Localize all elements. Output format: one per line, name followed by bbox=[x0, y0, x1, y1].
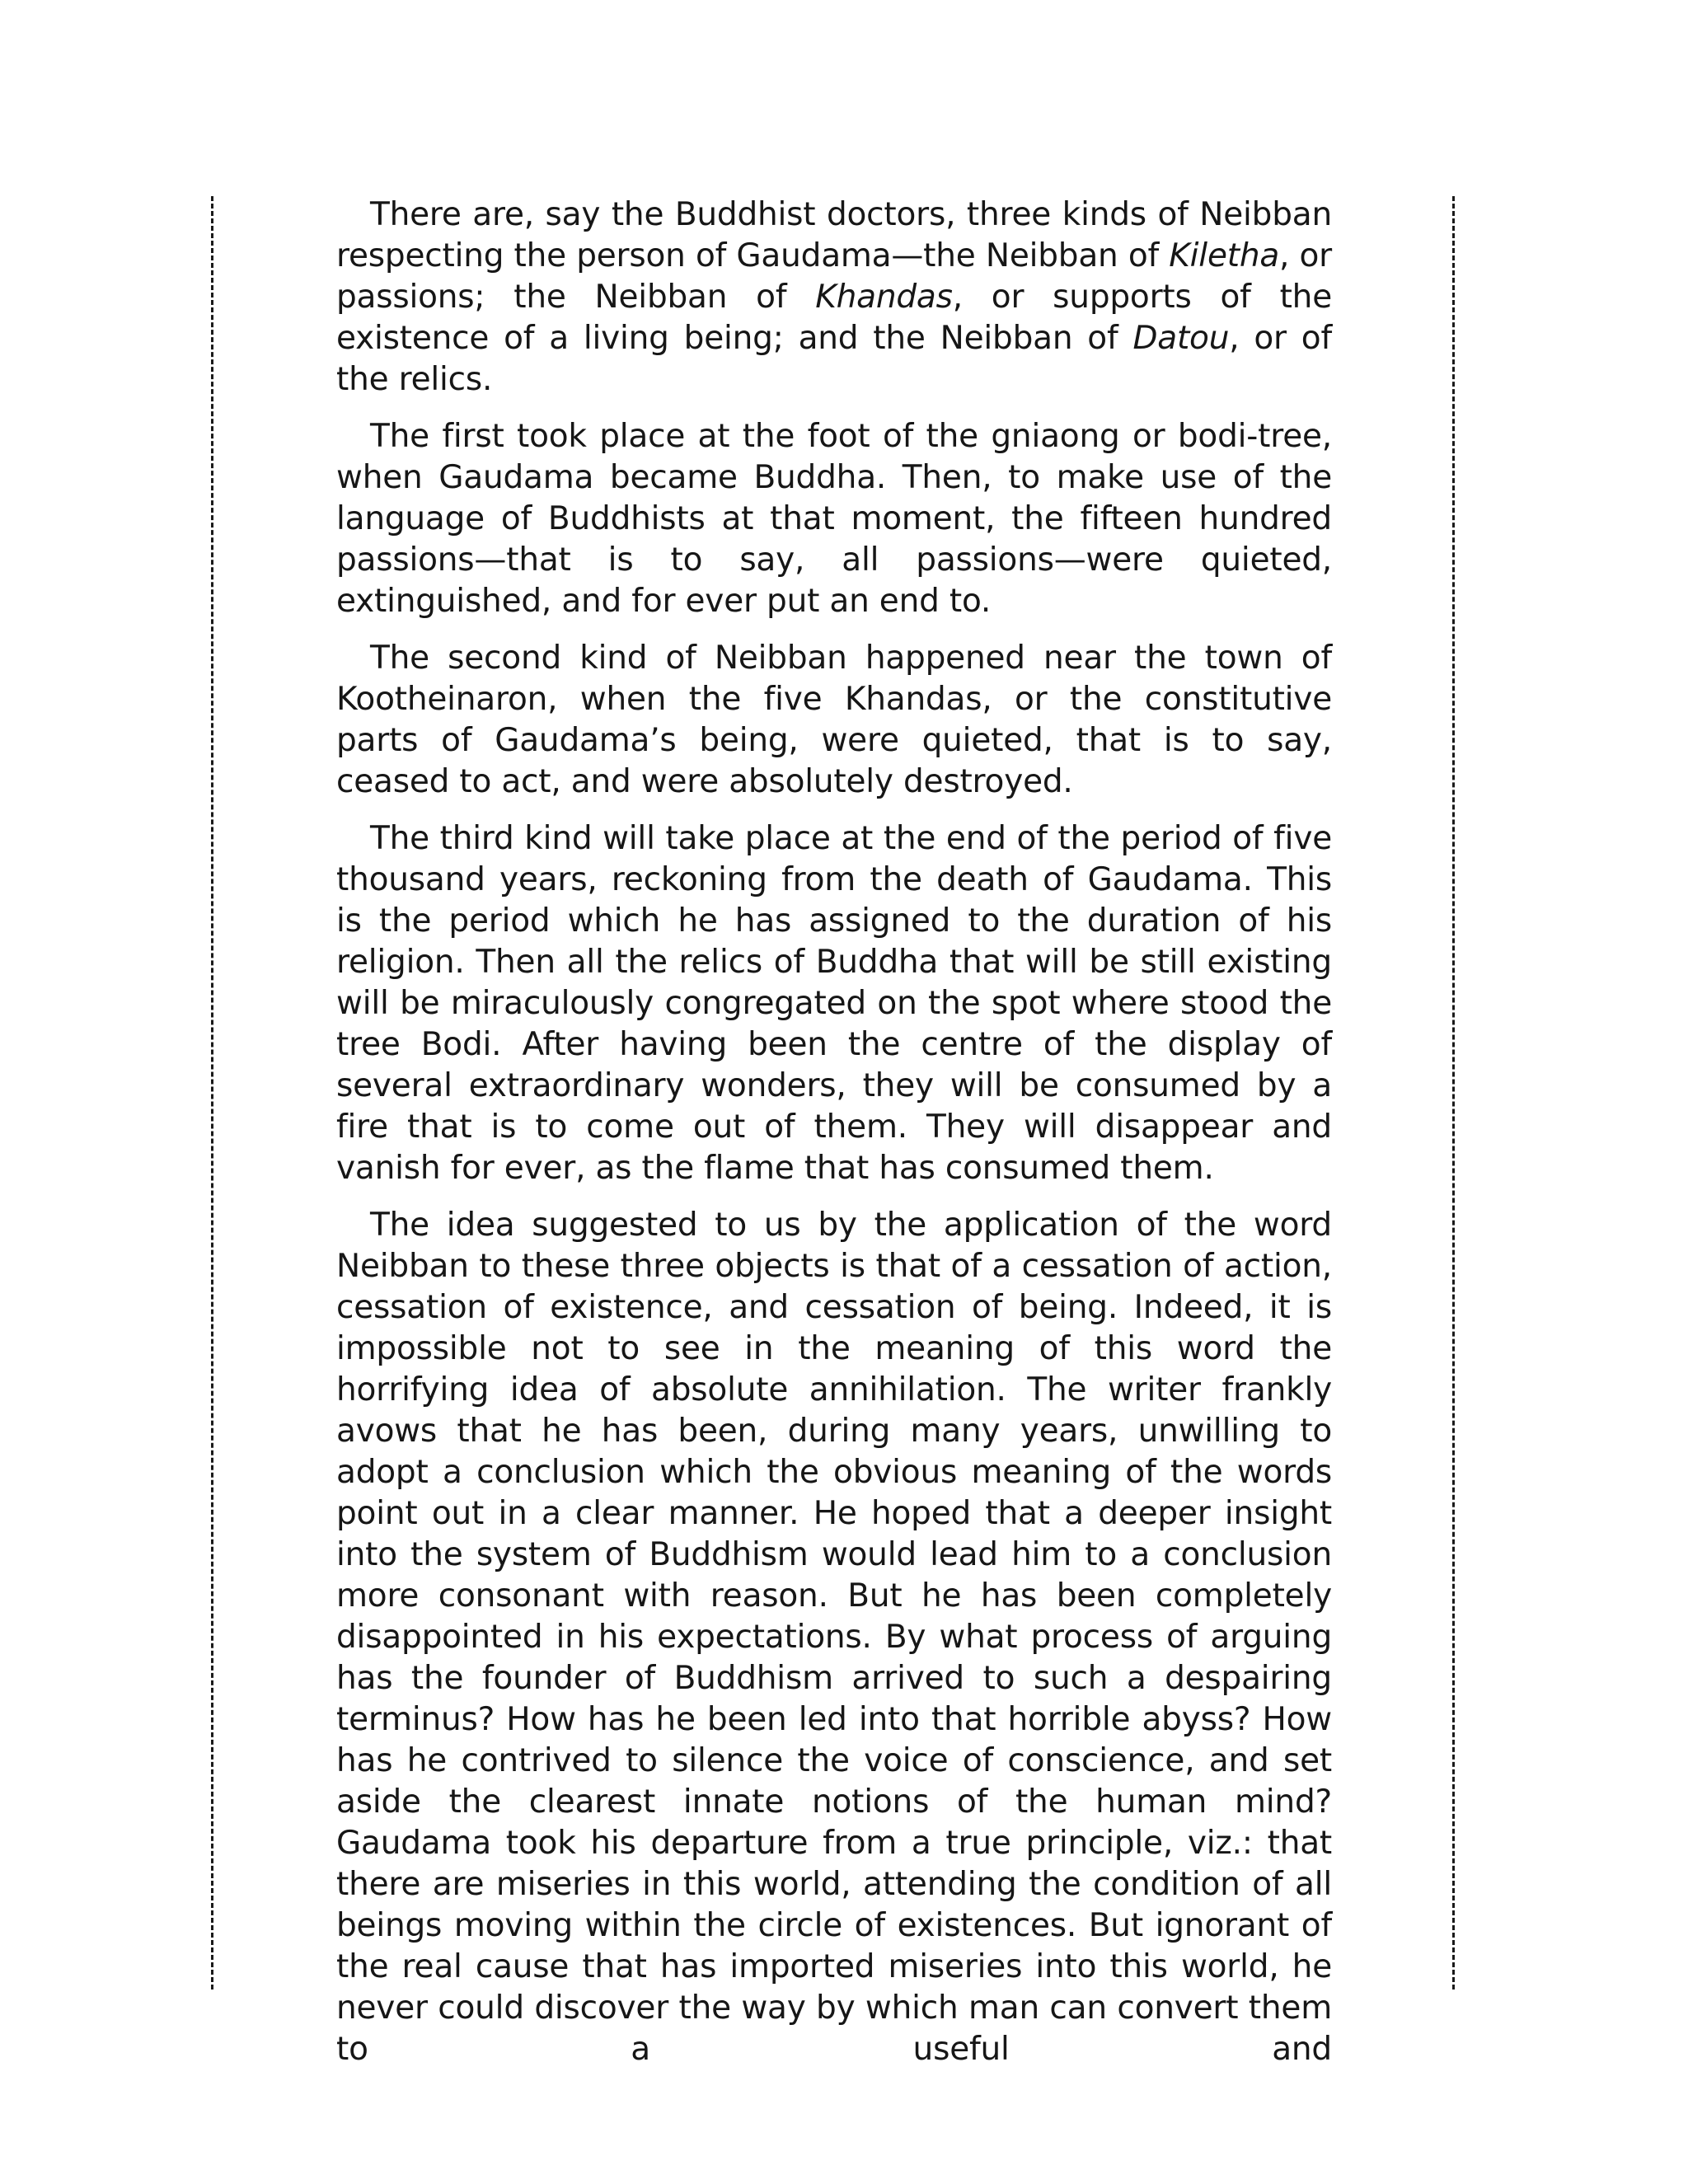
paragraph-5 bbox=[336, 1205, 1332, 2070]
paragraph-2 bbox=[336, 416, 1332, 622]
italic-term: Kiletha bbox=[1169, 237, 1280, 274]
text-run: , or passions; the Neibban of bbox=[336, 237, 1332, 316]
right-margin-rule bbox=[1452, 196, 1455, 1990]
left-margin-rule bbox=[211, 196, 213, 1990]
text-run: The idea suggested to us by the application of the word Neibban to these three objects is that of a cessation of action, cessation of existence, and cessation of being. Indeed, it is impossible not to see in the meaning of this word the horrifying idea of absolute annihilation. The writer frankly avows that he has been, during many years, unwilling to adopt a conclusion which the obvious meaning of the words point out in a clear manner. He hoped that a deeper insight into the system of Buddhism would lead him to a conclusion more consonant with reason. But he has been completely disappointed in his expectations. By what process of arguing has the founder of Buddhism arrived to such a despairing terminus? How has he been led into that horrible abyss? How has he contrived to silence the voice of conscience, and set aside the clearest innate notions of the human mind? Gaudama took his departure from a true principle, viz.: that there are miseries in this world, attending the condition of all beings moving within the circle of existences. But ignorant of the real cause that has imported miseries into this world, he never could discover the way by which man can convert them to a useful and bbox=[336, 1207, 1332, 2068]
text-run: , or supports of the existence of a living being; and the Neibban of bbox=[336, 279, 1332, 357]
paragraph-3 bbox=[336, 638, 1332, 803]
text-run: The first took place at the foot of the gniaong or bodi-tree, when Gaudama became Buddha. Then, to make use of the language of Buddhists at that moment, the fifteen hundred passions—that is to say, all passions—were quieted, extinguished, and for ever put an end to. bbox=[336, 418, 1332, 620]
text-run: , or of the relics. bbox=[336, 320, 1332, 398]
italic-term: Khandas bbox=[815, 279, 953, 316]
body-text bbox=[336, 194, 1332, 2086]
italic-term: Datou bbox=[1132, 320, 1230, 357]
paragraph-4 bbox=[336, 818, 1332, 1189]
text-run: There are, say the Buddhist doctors, three kinds of Neibban respecting the person of Gaudama—the Neibban of bbox=[336, 196, 1332, 274]
text-run: The second kind of Neibban happened near the town of Kootheinaron, when the five Khandas, or the constitutive parts of Gaudama’s being, were quieted, that is to say, ceased to act, and were absolutely destroyed. bbox=[336, 640, 1332, 800]
paragraph-1 bbox=[336, 194, 1332, 401]
text-run: The third kind will take place at the end of the period of five thousand years, reckoning from the death of Gaudama. This is the period which he has assigned to the duration of his religion. Then all the relics of Buddha that will be still existing will be miraculously congregated on the spot where stood the tree Bodi. After having been the centre of the display of several extraordinary wonders, they will be consumed by a fire that is to come out of them. They will disappear and vanish for ever, as the flame that has consumed them. bbox=[336, 820, 1332, 1187]
